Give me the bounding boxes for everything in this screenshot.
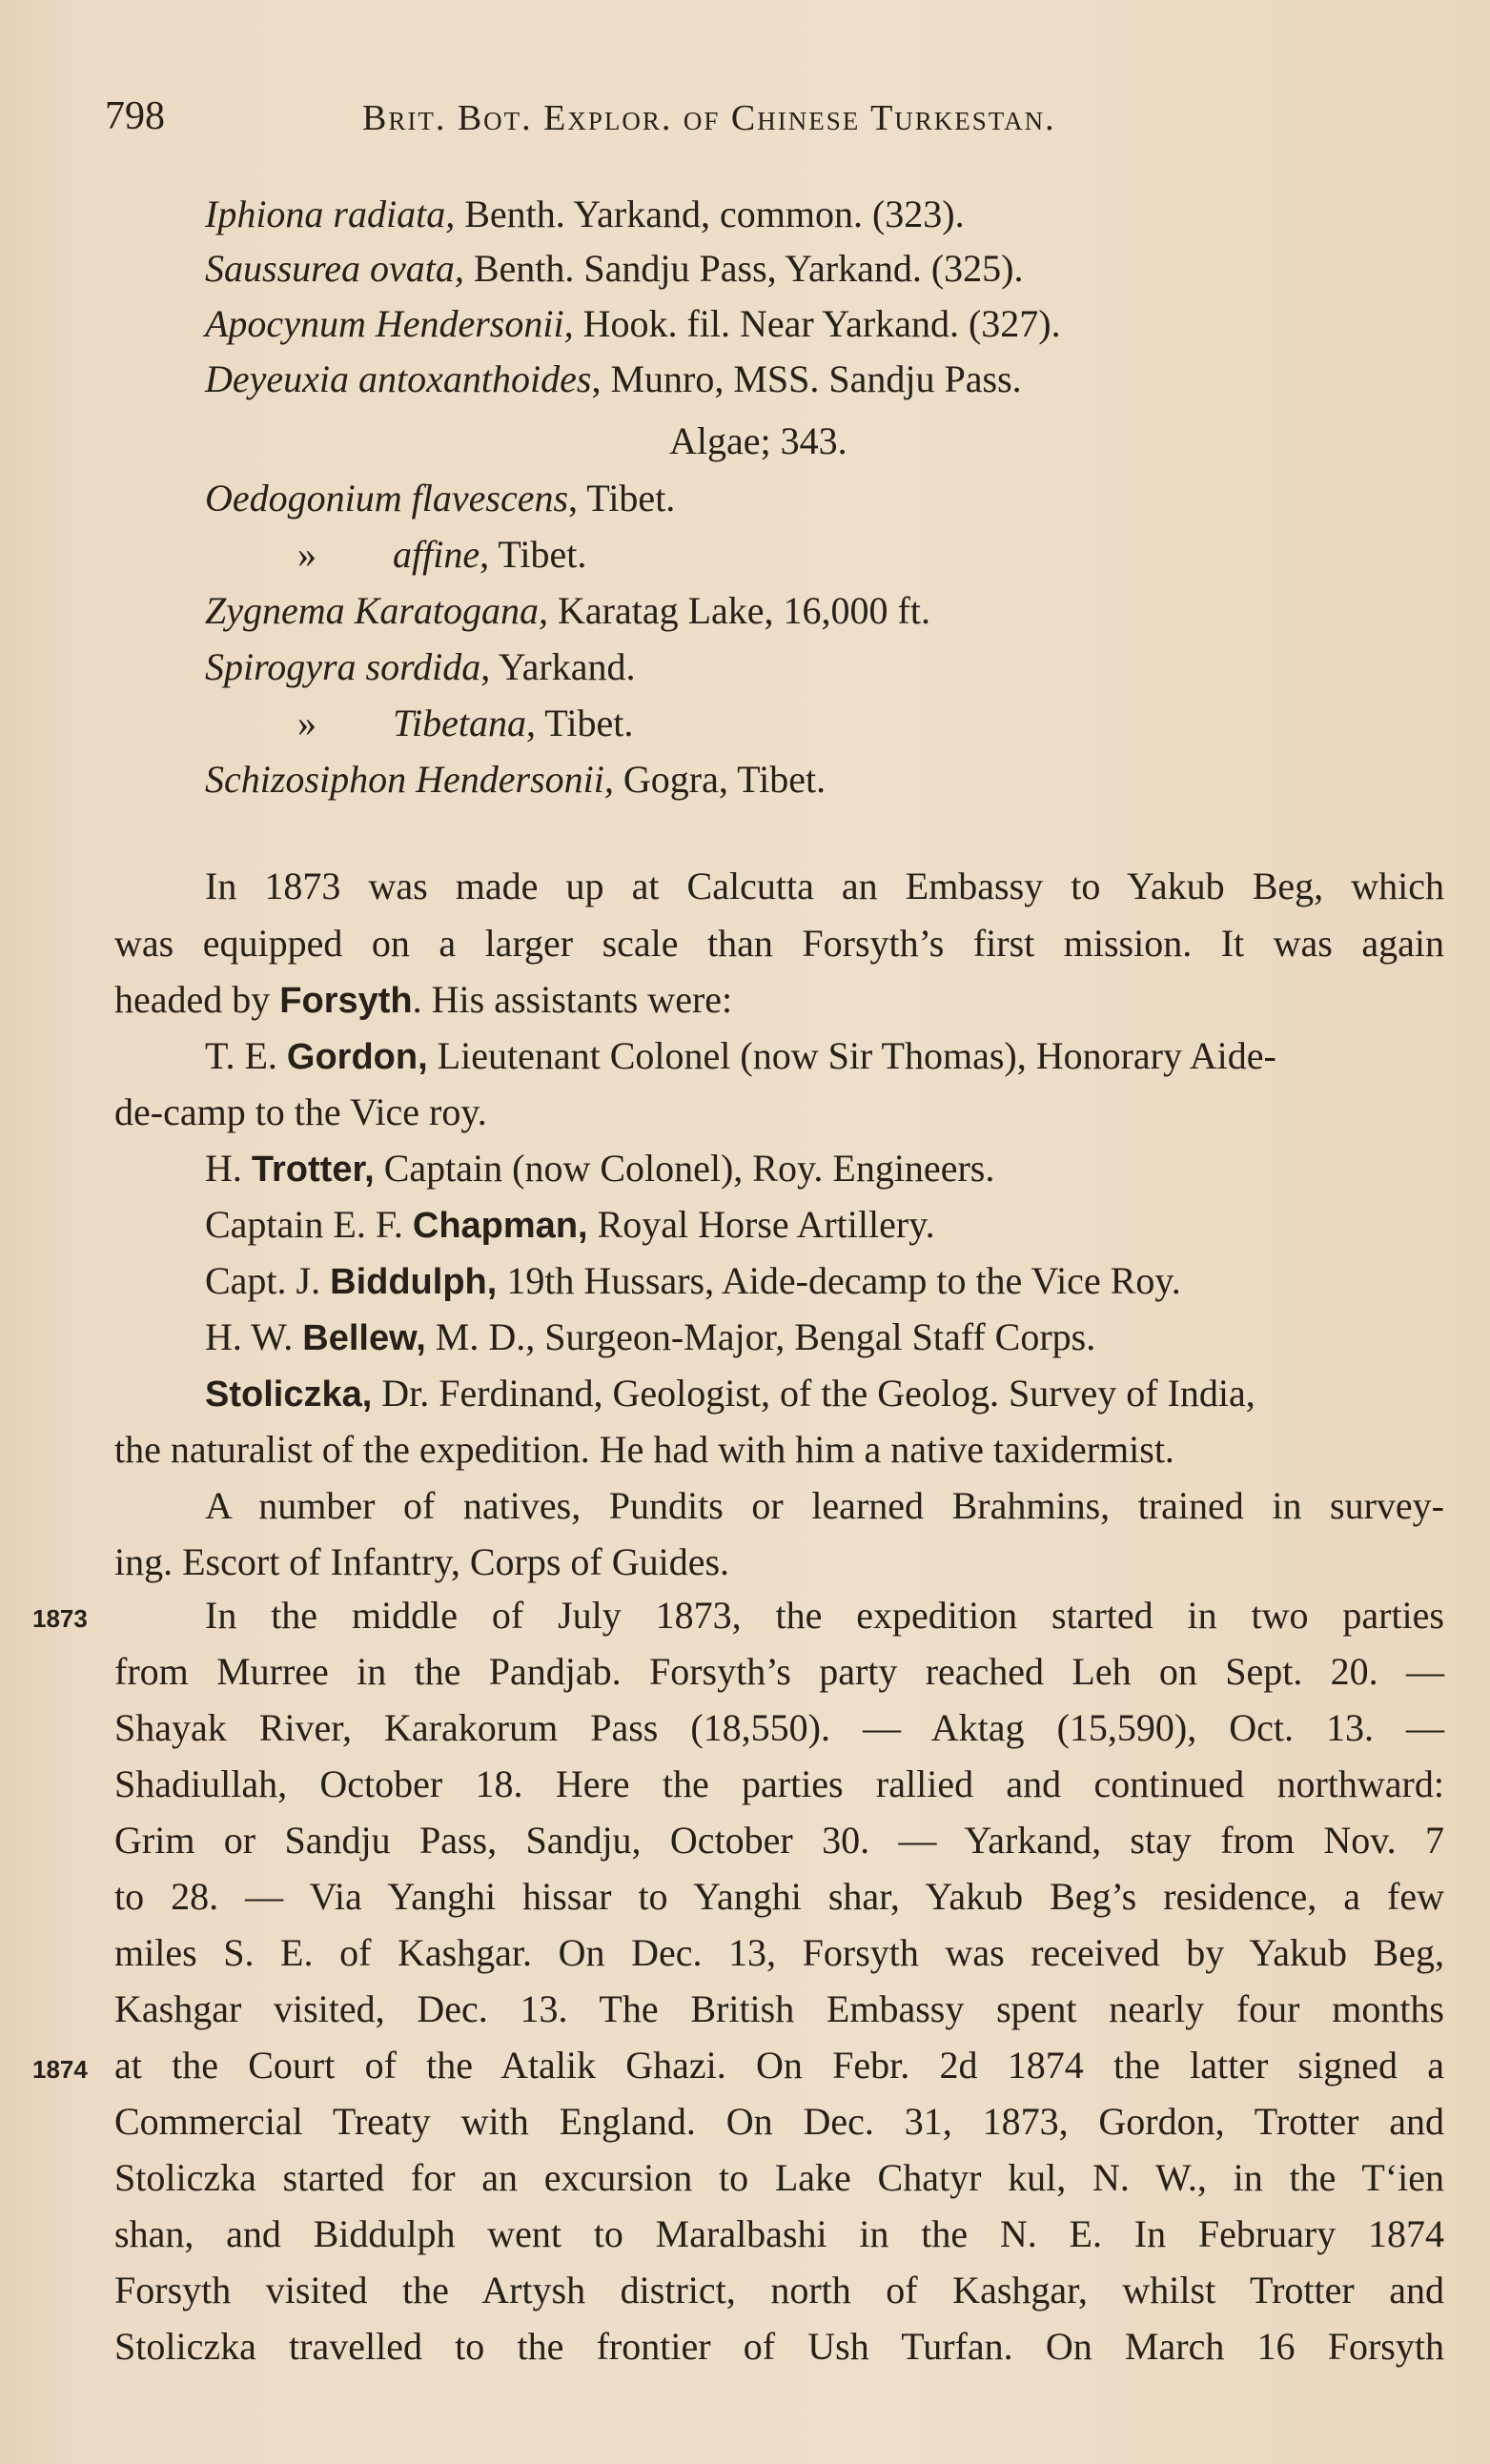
assistant-line: A number of natives, Pundits or learned Brahmins, trained in survey- bbox=[205, 1484, 1444, 1527]
species-line: Iphiona radiata, Benth. Yarkand, common. (323). bbox=[205, 193, 965, 235]
species-name: Zygnema Karatogana, bbox=[205, 589, 548, 632]
assistant-line: H. W. Bellew, M. D., Surgeon-Major, Bengal Staff Corps. bbox=[205, 1315, 1096, 1358]
assistant-line: ing. Escort of Infantry, Corps of Guides. bbox=[114, 1540, 730, 1583]
section-heading-algae: Algae; 343. bbox=[669, 419, 847, 462]
species-line: Schizosiphon Hendersonii, Gogra, Tibet. bbox=[205, 758, 827, 801]
species-name: Saussurea ovata, bbox=[205, 247, 464, 290]
species-line: Zygnema Karatogana, Karatag Lake, 16,000 ft. bbox=[205, 589, 930, 632]
species-line: Spirogyra sordida, Yarkand. bbox=[205, 645, 636, 688]
person-name: Stoliczka, bbox=[205, 1375, 373, 1415]
species-name: Apocynum Hendersonii, bbox=[205, 302, 574, 345]
species-name: Oedogonium flavescens bbox=[205, 477, 569, 519]
species-line: Oedogonium flavescens, Tibet. bbox=[205, 477, 676, 519]
narrative-line: at the Court of the Atalik Ghazi. On Febr. 2d 1874 the latter signed a bbox=[114, 2044, 1444, 2087]
person-name: Bellew, bbox=[302, 1318, 426, 1358]
species-name: Schizosiphon Hendersonii, bbox=[205, 758, 614, 801]
assistant-line: Capt. J. Biddulph, 19th Hussars, Aide-decamp to the Vice Roy. bbox=[205, 1259, 1181, 1302]
person-name: Biddulph, bbox=[330, 1262, 498, 1302]
narrative-line: In the middle of July 1873, the expedition started in two parties bbox=[205, 1594, 1444, 1637]
species-line: Saussurea ovata, Benth. Sandju Pass, Yarkand. (325). bbox=[205, 247, 1024, 290]
ditto-mark: » bbox=[297, 702, 316, 744]
margin-year-note: 1873 bbox=[32, 1604, 88, 1633]
person-name: Chapman, bbox=[412, 1206, 588, 1246]
narrative-line: Shadiullah, October 18. Here the parties rallied and continued northward: bbox=[114, 1762, 1444, 1805]
paragraph-line: was equipped on a larger scale than Forsyth’s first mission. It was again bbox=[114, 922, 1444, 965]
species-line: » Tibetana, Tibet. bbox=[297, 700, 633, 747]
species-line: Apocynum Hendersonii, Hook. fil. Near Yarkand. (327). bbox=[205, 302, 1061, 345]
person-name: Forsyth bbox=[279, 981, 413, 1021]
narrative-line: to 28. — Via Yanghi hissar to Yanghi shar, Yakub Beg’s residence, a few bbox=[114, 1875, 1444, 1918]
paragraph-line: headed by Forsyth. His assistants were: bbox=[114, 978, 733, 1021]
species-name: Deyeuxia antoxanthoides bbox=[205, 357, 592, 400]
ditto-mark: » bbox=[297, 533, 316, 576]
species-name: Iphiona radiata, bbox=[205, 193, 456, 235]
paragraph-line: In 1873 was made up at Calcutta an Embassy to Yakub Beg, which bbox=[205, 865, 1444, 907]
species-name: Tibetana bbox=[393, 702, 527, 744]
narrative-line: from Murree in the Pandjab. Forsyth’s party reached Leh on Sept. 20. — bbox=[114, 1650, 1444, 1693]
narrative-line: Forsyth visited the Artysh district, north of Kashgar, whilst Trotter and bbox=[114, 2269, 1444, 2311]
species-name: affine bbox=[393, 533, 480, 576]
narrative-line: Commercial Treaty with England. On Dec. 31, 1873, Gordon, Trotter and bbox=[114, 2100, 1444, 2143]
page-number: 798 bbox=[105, 94, 165, 138]
running-title: Brit. Bot. Explor. of Chinese Turkestan. bbox=[362, 98, 1056, 138]
running-header bbox=[105, 93, 1439, 151]
person-name: Trotter, bbox=[251, 1150, 375, 1190]
assistant-line: de-camp to the Vice roy. bbox=[114, 1090, 487, 1133]
narrative-line: Stoliczka travelled to the frontier of Ush Turfan. On March 16 Forsyth bbox=[114, 2325, 1444, 2368]
person-name: Gordon, bbox=[286, 1037, 428, 1077]
assistant-line: T. E. Gordon, Lieutenant Colonel (now Sir Thomas), Honorary Aide- bbox=[205, 1034, 1276, 1077]
assistant-line: Stoliczka, Dr. Ferdinand, Geologist, of the Geolog. Survey of India, bbox=[205, 1372, 1255, 1415]
margin-year-note: 1874 bbox=[32, 2055, 88, 2084]
species-name: Spirogyra sordida bbox=[205, 645, 481, 688]
assistant-line: the naturalist of the expedition. He had with him a native taxidermist. bbox=[114, 1428, 1174, 1471]
narrative-line: Grim or Sandju Pass, Sandju, October 30. — Yarkand, stay from Nov. 7 bbox=[114, 1819, 1444, 1862]
species-line: » affine, Tibet. bbox=[297, 531, 586, 579]
narrative-line: miles S. E. of Kashgar. On Dec. 13, Forsyth was received by Yakub Beg, bbox=[114, 1931, 1444, 1974]
narrative-line: shan, and Biddulph went to Maralbashi in the N. E. In February 1874 bbox=[114, 2212, 1444, 2255]
assistant-line: Captain E. F. Chapman, Royal Horse Artillery. bbox=[205, 1203, 935, 1246]
narrative-line: Stoliczka started for an excursion to Lake Chatyr kul, N. W., in the T‘ien bbox=[114, 2156, 1444, 2199]
narrative-line: Kashgar visited, Dec. 13. The British Embassy spent nearly four months bbox=[114, 1987, 1444, 2030]
species-line: Deyeuxia antoxanthoides, Munro, MSS. Sandju Pass. bbox=[205, 357, 1022, 400]
assistant-line: H. Trotter, Captain (now Colonel), Roy. Engineers. bbox=[205, 1147, 995, 1190]
narrative-line: Shayak River, Karakorum Pass (18,550). — Aktag (15,590), Oct. 13. — bbox=[114, 1706, 1444, 1749]
